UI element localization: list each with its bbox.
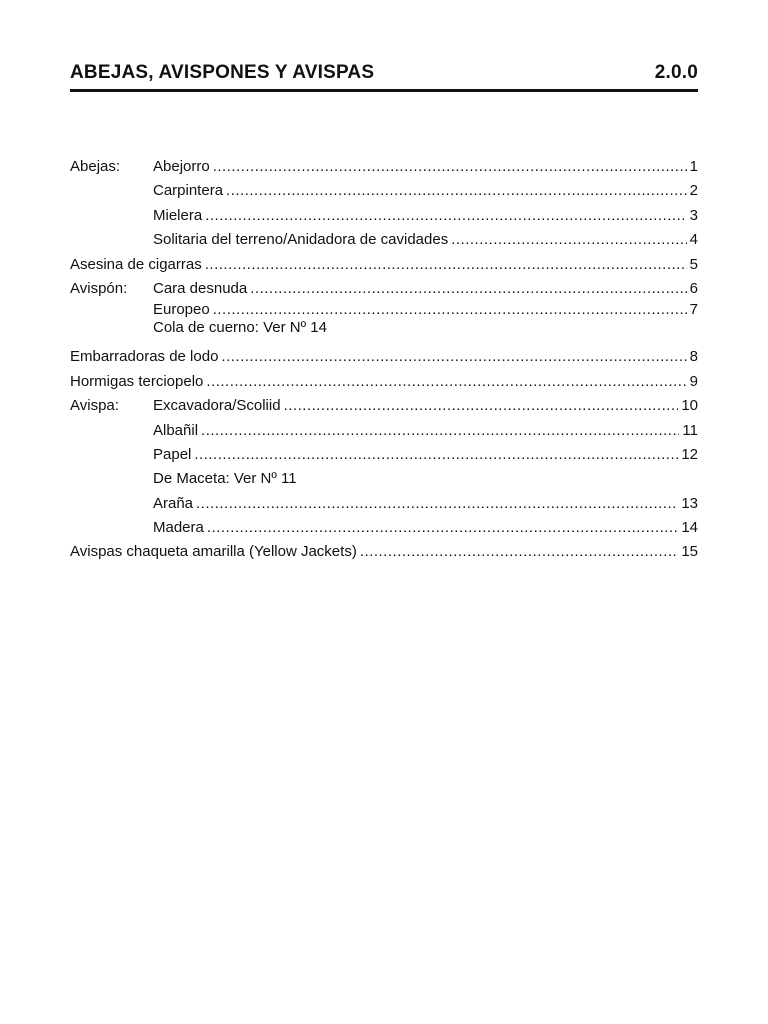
toc-entry-label: Europeo: [153, 301, 210, 319]
toc-entry-label: Embarradoras de lodo: [70, 348, 219, 366]
document-header: [70, 62, 698, 84]
dot-leader: [360, 540, 679, 564]
toc-page-number: 6: [689, 279, 698, 297]
toc-page-number: 5: [689, 255, 698, 273]
toc-entry-label: Asesina de cigarras: [70, 255, 202, 273]
toc-entry-label: Avispas chaqueta amarilla (Yellow Jackets): [70, 543, 357, 561]
toc-row[interactable]: [70, 394, 698, 418]
toc-page-number: 10: [681, 397, 698, 415]
dot-leader: [205, 204, 686, 228]
toc-entry-label: Carpintera: [153, 182, 224, 200]
toc-page-number: 15: [681, 543, 698, 561]
toc-page-number: 3: [689, 206, 698, 224]
table-of-contents: [70, 155, 698, 565]
toc-group-label: Abejas:: [70, 158, 121, 175]
dot-leader: [221, 345, 686, 369]
toc-entry-label: Abejorro: [153, 158, 210, 175]
dot-leader: [206, 370, 686, 394]
toc-page-number: 14: [681, 519, 698, 537]
dot-leader: [213, 155, 687, 179]
toc-page-number: 11: [682, 421, 698, 439]
toc-entry-label: Mielera: [153, 206, 203, 224]
toc-row[interactable]: [70, 492, 698, 516]
toc-row[interactable]: [70, 228, 698, 252]
toc-row[interactable]: [70, 253, 698, 277]
toc-row[interactable]: [70, 204, 698, 228]
toc-row[interactable]: [70, 419, 698, 443]
toc-page-number: 2: [689, 182, 698, 200]
toc-row[interactable]: [70, 443, 698, 467]
toc-row[interactable]: [70, 345, 698, 369]
document-title: ABEJAS, AVISPONES Y AVISPAS: [70, 62, 375, 83]
toc-entry-label: Papel: [153, 445, 192, 463]
toc-page-number: 1: [689, 158, 698, 175]
toc-entry-label: Solitaria del terreno/Anidadora de cavidades: [153, 231, 449, 249]
dot-leader: [250, 277, 686, 301]
dot-leader: [201, 419, 679, 443]
toc-row[interactable]: [70, 370, 698, 394]
dot-leader: [284, 394, 679, 418]
toc-cross-reference: [70, 319, 698, 339]
section-code: 2.0.0: [654, 62, 698, 83]
toc-cross-reference: [70, 467, 698, 491]
dot-leader: [213, 301, 687, 319]
toc-entry-label: Albañil: [153, 421, 199, 439]
dot-leader: [194, 443, 678, 467]
toc-entry-label: Excavadora/Scoliid: [153, 397, 281, 415]
toc-page-number: 12: [681, 445, 698, 463]
toc-row[interactable]: [70, 540, 698, 564]
dot-leader: [205, 253, 687, 277]
dot-leader: [207, 516, 678, 540]
toc-row[interactable]: [70, 516, 698, 540]
toc-row[interactable]: [70, 301, 698, 319]
dot-leader: [196, 492, 678, 516]
cross-reference-note: Cola de cuerno: Ver Nº 14: [153, 319, 327, 337]
toc-entry-label: Araña: [153, 494, 194, 512]
dot-leader: [451, 228, 686, 252]
toc-row[interactable]: [70, 155, 698, 179]
toc-group-label: Avispa:: [70, 397, 119, 415]
cross-reference-note: De Maceta: Ver Nº 11: [153, 470, 297, 488]
toc-group-label: Avispón:: [70, 279, 128, 297]
toc-page-number: 7: [689, 301, 698, 319]
toc-row[interactable]: [70, 277, 698, 301]
toc-page-number: 4: [689, 231, 698, 249]
dot-leader: [226, 179, 687, 203]
toc-page-number: 9: [689, 372, 698, 390]
toc-page-number: 13: [681, 494, 698, 512]
toc-row[interactable]: [70, 179, 698, 203]
header-rule: [70, 89, 698, 92]
toc-entry-label: Hormigas terciopelo: [70, 372, 204, 390]
toc-page-number: 8: [689, 348, 698, 366]
toc-entry-label: Madera: [153, 519, 204, 537]
toc-entry-label: Cara desnuda: [153, 279, 248, 297]
